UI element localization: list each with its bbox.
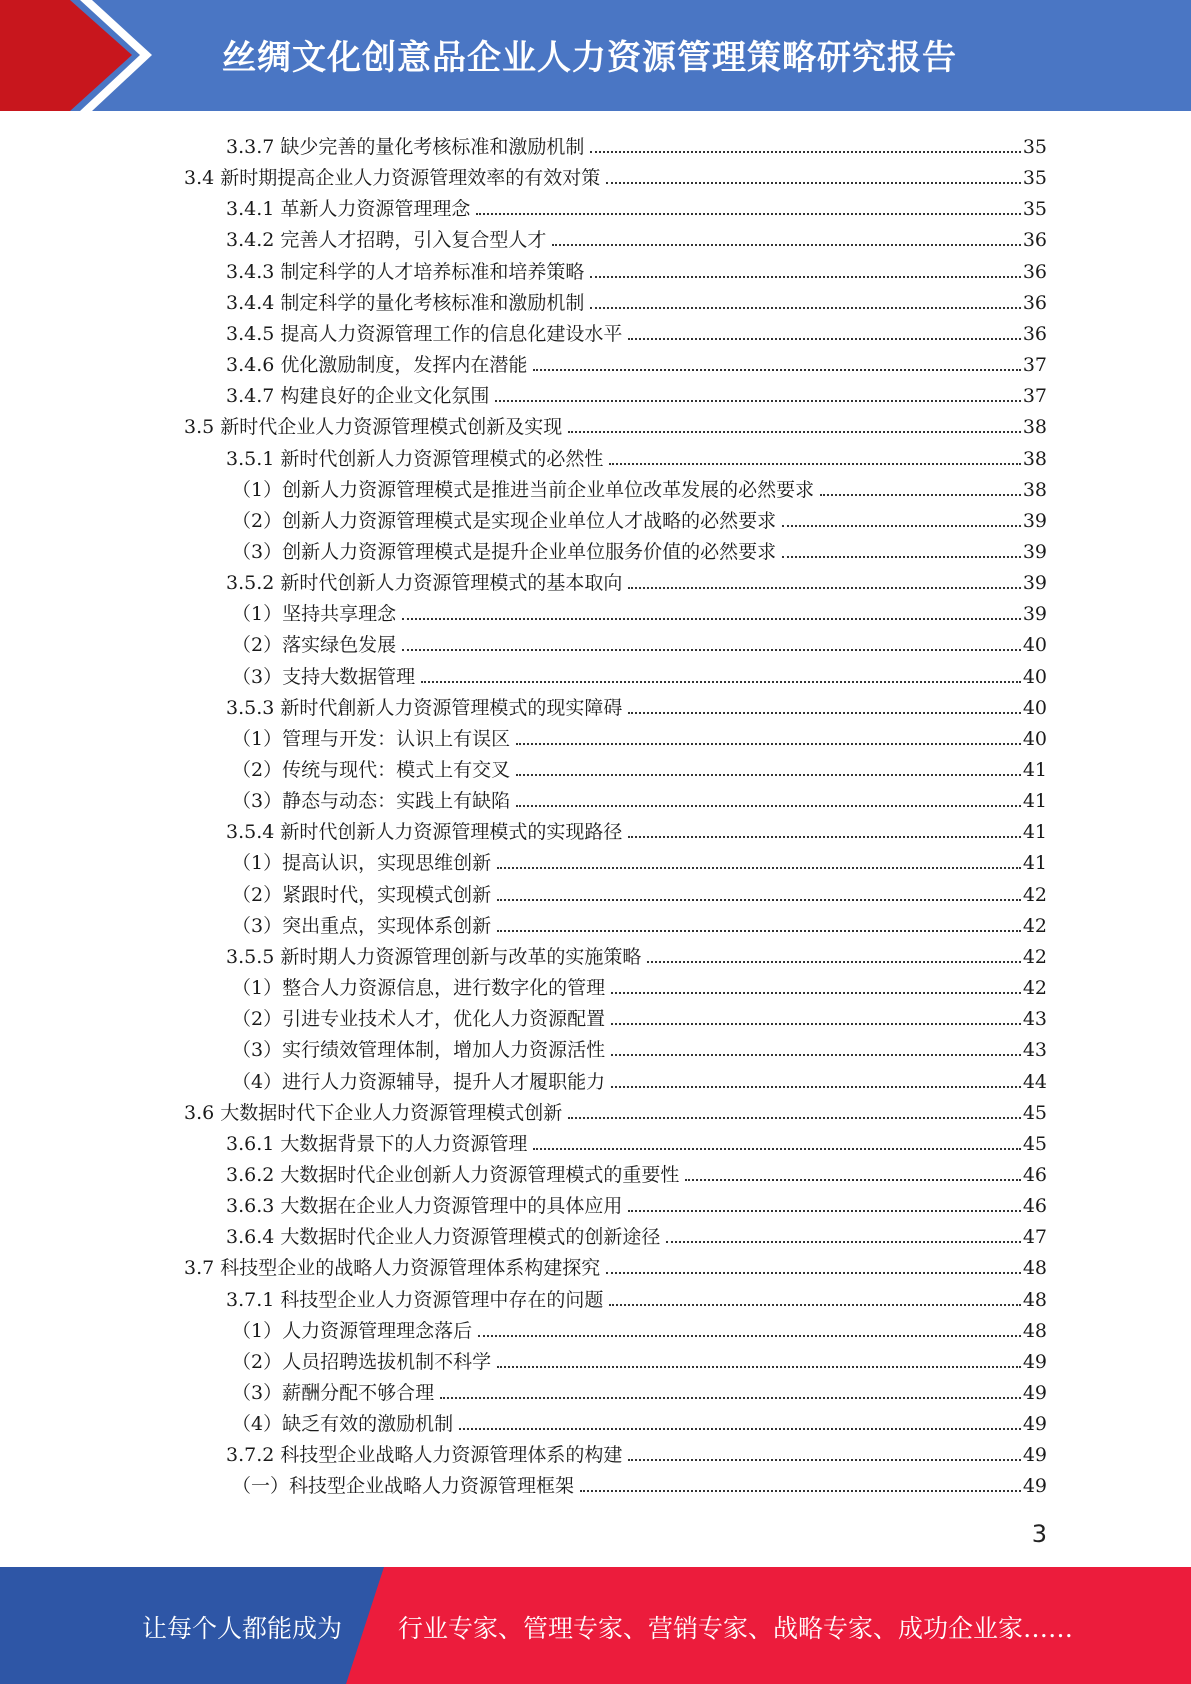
toc-entry-page: 41 — [1022, 852, 1047, 875]
toc-entry-number: 3.6 — [184, 1101, 215, 1124]
toc-entry[interactable] — [232, 471, 1047, 502]
toc-entry[interactable] — [184, 1249, 1047, 1280]
toc-dot-leader — [590, 276, 1020, 278]
toc-entry-page: 36 — [1022, 322, 1047, 345]
toc-entry-page: 48 — [1022, 1288, 1047, 1311]
toc-entry-title: （2）落实绿色发展 — [232, 634, 397, 657]
toc-dot-leader — [611, 992, 1021, 994]
toc-dot-leader — [782, 556, 1021, 558]
toc-entry[interactable] — [226, 253, 1047, 284]
toc-entry-title: （2）创新人力资源管理模式是实现企业单位人才战略的必然要求 — [232, 509, 777, 532]
toc-entry-number: 3.4.5 — [226, 322, 275, 345]
toc-entry-title: 新时代企业人力资源管理模式创新及实现 — [220, 416, 563, 439]
toc-dot-leader — [497, 899, 1021, 901]
toc-entry-page: 38 — [1022, 447, 1047, 470]
toc-entry-number: 3.5 — [184, 416, 215, 439]
toc-entry[interactable] — [232, 1031, 1047, 1062]
toc-entry[interactable] — [226, 315, 1047, 346]
toc-entry[interactable] — [226, 813, 1047, 844]
toc-entry[interactable] — [232, 1343, 1047, 1374]
footer-slogan-right: 行业专家、管理专家、营销专家、战略专家、成功企业家…… — [398, 1614, 1074, 1643]
toc-entry-page: 48 — [1022, 1319, 1047, 1342]
toc-dot-leader — [552, 244, 1020, 246]
toc-entry[interactable] — [226, 1281, 1047, 1312]
toc-entry-number: 3.3.7 — [226, 136, 275, 158]
toc-entry-page: 37 — [1022, 354, 1047, 377]
toc-entry-title: 优化激励制度，发挥内在潜能 — [280, 354, 528, 377]
toc-entry-page: 40 — [1022, 665, 1047, 688]
header-title: 丝绸文化创意品企业人力资源管理策略研究报告 — [222, 38, 957, 78]
toc-entry-page: 46 — [1022, 1195, 1047, 1218]
toc-dot-leader — [628, 712, 1020, 714]
toc-dot-leader — [606, 182, 1021, 184]
toc-entry-title: 制定科学的人才培养标准和培养策略 — [280, 260, 585, 283]
toc-entry-page: 49 — [1022, 1475, 1047, 1498]
toc-entry-page: 48 — [1022, 1257, 1047, 1280]
toc-entry[interactable] — [226, 377, 1047, 408]
toc-entry-title: 完善人才招聘，引入复合型人才 — [280, 229, 547, 252]
toc-entry-page: 40 — [1022, 727, 1047, 750]
toc-entry[interactable] — [226, 1156, 1047, 1187]
toc-entry-page: 44 — [1022, 1070, 1047, 1093]
toc-entry[interactable] — [184, 159, 1047, 190]
toc-entry-title: 革新人力资源管理理念 — [280, 198, 471, 221]
toc-entry-title: 构建良好的企业文化氛围 — [280, 385, 490, 408]
toc-entry[interactable] — [226, 221, 1047, 252]
toc-dot-leader — [568, 431, 1021, 433]
toc-entry-title: （4）进行人力资源辅导，提升人才履职能力 — [232, 1070, 606, 1093]
toc-entry-page: 46 — [1022, 1163, 1047, 1186]
toc-entry-title: 科技型企业战略人力资源管理体系的构建 — [280, 1444, 623, 1467]
toc-entry-number: 3.6.1 — [226, 1132, 275, 1155]
toc-entry[interactable] — [232, 1063, 1047, 1094]
toc-entry-title: （3）静态与动态：实践上有缺陷 — [232, 790, 511, 813]
toc-dot-leader — [628, 1210, 1020, 1212]
toc-entry[interactable] — [226, 564, 1047, 595]
toc-entry-title: （3）突出重点，实现体系创新 — [232, 914, 492, 937]
toc-entry-page: 47 — [1022, 1226, 1047, 1249]
toc-entry-page: 39 — [1022, 540, 1047, 563]
toc-entry-page: 35 — [1022, 198, 1047, 221]
toc-entry-page: 41 — [1022, 759, 1047, 781]
page-footer — [0, 1567, 1191, 1684]
toc-entry[interactable] — [226, 1436, 1047, 1467]
toc-entry-title: （1）创新人力资源管理模式是推进当前企业单位改革发展的必然要求 — [232, 478, 815, 501]
toc-dot-leader — [611, 1054, 1021, 1056]
page-number: 3 — [1031, 1520, 1047, 1548]
toc-entry-title: （2）紧跟时代，实现模式创新 — [232, 883, 492, 906]
toc-dot-leader — [609, 1304, 1020, 1306]
toc-entry-title: 大数据时代企业创新人力资源管理模式的重要性 — [280, 1163, 680, 1186]
toc-entry[interactable] — [232, 1405, 1047, 1436]
toc-dot-leader — [533, 369, 1020, 371]
toc-entry-number: 3.5.2 — [226, 572, 275, 595]
toc-entry-title: 科技型企业人力资源管理中存在的问题 — [280, 1288, 604, 1311]
toc-entry[interactable] — [232, 1000, 1047, 1031]
toc-dot-leader — [628, 587, 1020, 589]
toc-entry-number: 3.5.1 — [226, 447, 275, 470]
toc-entry-page: 45 — [1022, 1132, 1047, 1155]
toc-entry-title: （3）薪酬分配不够合理 — [232, 1382, 435, 1404]
toc-entry-title: 新时代创新人力资源管理模式的实现路径 — [280, 821, 623, 844]
toc-entry[interactable] — [232, 907, 1047, 938]
toc-entry-title: 制定科学的量化考核标准和激励机制 — [280, 291, 585, 314]
toc-entry[interactable] — [226, 938, 1047, 969]
toc-entry-page: 49 — [1022, 1444, 1047, 1467]
toc-entry[interactable] — [232, 658, 1047, 689]
toc-entry-number: 3.4 — [184, 167, 215, 190]
toc-entry[interactable] — [226, 190, 1047, 221]
toc-dot-leader — [402, 618, 1021, 620]
toc-dot-leader — [568, 1117, 1021, 1119]
toc-entry-number: 3.4.7 — [226, 385, 275, 408]
toc-entry-page: 36 — [1022, 260, 1047, 283]
toc-dot-leader — [516, 743, 1021, 745]
toc-entry[interactable] — [232, 876, 1047, 907]
toc-entry[interactable] — [232, 626, 1047, 657]
toc-entry-title: （1）管理与开发：认识上有误区 — [232, 727, 511, 750]
toc-entry-page: 49 — [1022, 1350, 1047, 1373]
toc-entry[interactable] — [232, 782, 1047, 813]
toc-dot-leader — [580, 1490, 1021, 1492]
toc-entry-title: （1）坚持共享理念 — [232, 603, 397, 626]
toc-entry-number: 3.4.1 — [226, 198, 275, 221]
toc-entry[interactable] — [232, 533, 1047, 564]
toc-entry[interactable] — [226, 284, 1047, 315]
toc-entry-page: 41 — [1022, 790, 1047, 813]
toc-entry-page: 38 — [1022, 416, 1047, 439]
toc-dot-leader — [459, 1428, 1021, 1430]
toc-entry[interactable] — [232, 595, 1047, 626]
header-arrow-decoration — [0, 0, 160, 111]
toc-entry-number: 3.5.4 — [226, 821, 275, 844]
toc-entry-page: 42 — [1022, 914, 1047, 937]
toc-entry[interactable] — [226, 128, 1047, 159]
toc-entry-title: （3）支持大数据管理 — [232, 665, 416, 688]
toc-entry-page: 38 — [1022, 478, 1047, 501]
toc-dot-leader — [609, 463, 1020, 465]
toc-entry-page: 49 — [1022, 1382, 1047, 1404]
toc-dot-leader — [421, 681, 1021, 683]
toc-entry-page: 42 — [1022, 945, 1047, 968]
toc-entry-title: 大数据时代企业人力资源管理模式的创新途径 — [280, 1226, 661, 1249]
toc-entry-page: 35 — [1022, 136, 1047, 158]
toc-entry[interactable] — [232, 844, 1047, 875]
toc-dot-leader — [628, 836, 1020, 838]
toc-entry[interactable] — [226, 346, 1047, 377]
toc-entry[interactable] — [232, 502, 1047, 533]
toc-entry[interactable] — [232, 1374, 1047, 1405]
toc-dot-leader — [611, 1023, 1021, 1025]
toc-entry-page: 40 — [1022, 634, 1047, 657]
toc-entry-title: 提高人力资源管理工作的信息化建设水平 — [280, 322, 623, 345]
toc-entry-number: 3.4.2 — [226, 229, 275, 252]
toc-entry-page: 40 — [1022, 696, 1047, 719]
toc-entry[interactable] — [226, 1125, 1047, 1156]
toc-entry-title: （2）引进专业技术人才，优化人力资源配置 — [232, 1008, 606, 1031]
toc-dot-leader — [497, 930, 1021, 932]
toc-entry-title: 新时期人力资源管理创新与改革的实施策略 — [280, 945, 642, 968]
toc-dot-leader — [495, 400, 1020, 402]
toc-entry-title: 新时代创新人力资源管理模式的基本取向 — [280, 572, 623, 595]
toc-entry-page: 43 — [1022, 1039, 1047, 1062]
toc-entry-number: 3.7.1 — [226, 1288, 275, 1311]
toc-entry[interactable] — [232, 1467, 1047, 1498]
toc-dot-leader — [611, 1086, 1021, 1088]
toc-dot-leader — [497, 1366, 1021, 1368]
toc-dot-leader — [590, 151, 1020, 153]
toc-entry[interactable] — [226, 689, 1047, 720]
toc-entry-page: 39 — [1022, 603, 1047, 626]
toc-dot-leader — [685, 1179, 1020, 1181]
toc-entry-page: 36 — [1022, 229, 1047, 252]
toc-entry-number: 3.4.4 — [226, 291, 275, 314]
toc-entry-number: 3.6.4 — [226, 1226, 275, 1249]
toc-entry-title: 科技型企业的战略人力资源管理体系构建探究 — [220, 1257, 601, 1280]
toc-entry-title: （1）人力资源管理理念落后 — [232, 1319, 473, 1342]
toc-entry-page: 39 — [1022, 572, 1047, 595]
toc-dot-leader — [628, 338, 1020, 340]
toc-dot-leader — [590, 307, 1020, 309]
toc-entry-title: 缺少完善的量化考核标准和激励机制 — [280, 136, 585, 158]
toc-dot-leader — [628, 1459, 1020, 1461]
toc-entry-title: 新时代創新人力资源管理模式的现实障碍 — [280, 696, 623, 719]
footer-slogan-left: 让每个人都能成为 — [142, 1614, 343, 1643]
toc-entry-title: （4）缺乏有效的激励机制 — [232, 1413, 454, 1436]
toc-dot-leader — [478, 1335, 1021, 1337]
toc-entry-title: 大数据在企业人力资源管理中的具体应用 — [280, 1195, 623, 1218]
toc-entry-title: 大数据时代下企业人力资源管理模式创新 — [220, 1101, 563, 1124]
toc-entry-title: （3）实行绩效管理体制，增加人力资源活性 — [232, 1039, 606, 1062]
toc-dot-leader — [606, 1272, 1021, 1274]
toc-entry-title: （1）提高认识，实现思维创新 — [232, 852, 492, 875]
toc-dot-leader — [820, 494, 1021, 496]
toc-entry-number: 3.7.2 — [226, 1444, 275, 1467]
toc-entry-page: 43 — [1022, 1008, 1047, 1031]
toc-entry-title: 大数据背景下的人力资源管理 — [280, 1132, 528, 1155]
toc-entry-page: 36 — [1022, 291, 1047, 314]
toc-dot-leader — [647, 961, 1020, 963]
page-header — [0, 0, 1191, 111]
toc-entry[interactable] — [232, 969, 1047, 1000]
toc-dot-leader — [516, 805, 1021, 807]
toc-dot-leader — [497, 867, 1021, 869]
toc-entry-number: 3.6.3 — [226, 1195, 275, 1218]
toc-entry-title: （2）传统与现代：模式上有交叉 — [232, 759, 511, 781]
toc-entry-title: 新时期提高企业人力资源管理效率的有效对策 — [220, 167, 601, 190]
toc-dot-leader — [782, 525, 1021, 527]
toc-dot-leader — [516, 774, 1021, 776]
toc-entry[interactable] — [232, 1312, 1047, 1343]
toc-entry-title: （2）人员招聘选拔机制不科学 — [232, 1350, 492, 1373]
toc-dot-leader — [440, 1397, 1021, 1399]
toc-entry-page: 42 — [1022, 977, 1047, 1000]
toc-entry-page: 45 — [1022, 1101, 1047, 1124]
toc-dot-leader — [476, 213, 1020, 215]
toc-entry[interactable] — [184, 1094, 1047, 1125]
toc-dot-leader — [402, 649, 1021, 651]
toc-entry-page: 49 — [1022, 1413, 1047, 1436]
toc-entry-number: 3.7 — [184, 1257, 215, 1280]
toc-entry[interactable] — [184, 408, 1047, 439]
toc-entry-number: 3.5.5 — [226, 945, 275, 968]
toc-entry[interactable] — [226, 440, 1047, 471]
toc-entry[interactable] — [226, 1218, 1047, 1249]
toc-entry-title: （3）创新人力资源管理模式是提升企业单位服务价值的必然要求 — [232, 540, 777, 563]
toc-entry-page: 37 — [1022, 385, 1047, 408]
toc-dot-leader — [666, 1241, 1020, 1243]
toc-entry[interactable] — [232, 720, 1047, 751]
toc-entry-number: 3.4.3 — [226, 260, 275, 283]
toc-entry-title: 新时代创新人力资源管理模式的必然性 — [280, 447, 604, 470]
toc-entry[interactable] — [226, 1187, 1047, 1218]
toc-entry-title: （一）科技型企业战略人力资源管理框架 — [232, 1475, 575, 1498]
toc-entry-number: 3.5.3 — [226, 696, 275, 719]
toc-entry-title: （1）整合人力资源信息，进行数字化的管理 — [232, 977, 606, 1000]
toc-entry[interactable] — [232, 751, 1047, 782]
toc-entry-page: 35 — [1022, 167, 1047, 190]
toc-entry-number: 3.4.6 — [226, 354, 275, 377]
toc-entry-page: 39 — [1022, 509, 1047, 532]
toc-entry-page: 42 — [1022, 883, 1047, 906]
toc-entry-number: 3.6.2 — [226, 1163, 275, 1186]
toc-dot-leader — [533, 1148, 1020, 1150]
toc-entry-page: 41 — [1022, 821, 1047, 844]
